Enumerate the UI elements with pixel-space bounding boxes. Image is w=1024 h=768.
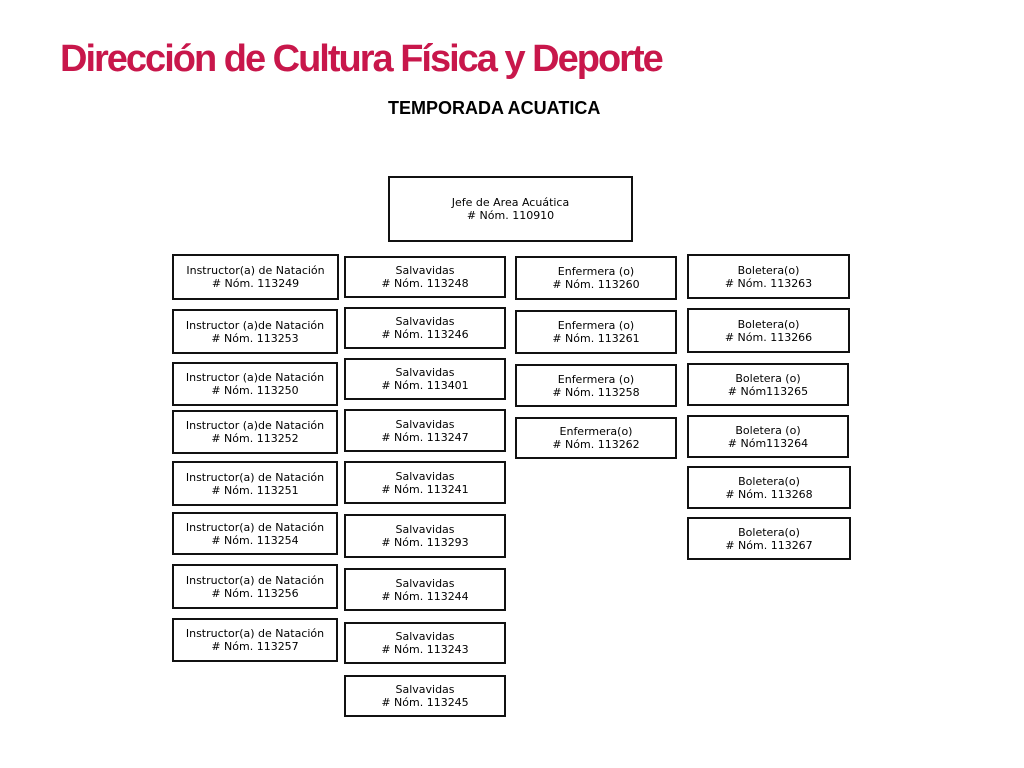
org-box-instructor	[172, 309, 338, 354]
org-box-role: Jefe de Area Acuática	[451, 196, 570, 209]
org-box-number: # Nóm. 113245	[381, 696, 469, 709]
org-box-instructor	[172, 512, 338, 555]
org-box-role: Instructor(a) de Natación	[186, 264, 325, 277]
org-box-role: Instructor (a)de Natación	[185, 419, 325, 432]
org-box-number: # Nóm. 113401	[381, 379, 469, 392]
org-box-number: # Nóm. 113266	[724, 330, 813, 344]
org-box-instructor	[172, 254, 339, 300]
org-box-number: # Nóm. 113254	[211, 533, 299, 547]
org-box-instructor	[172, 618, 338, 662]
org-box-role: Enfermera(o)	[559, 425, 633, 438]
org-box-number: # Nóm. 113256	[211, 586, 299, 600]
org-box-instructor	[172, 410, 338, 454]
org-box-role: Enfermera (o)	[557, 265, 635, 278]
org-box-boletera	[687, 308, 850, 353]
org-box-role: Salvavidas	[395, 366, 455, 379]
org-box-salvavidas	[344, 622, 506, 664]
org-box-boletera	[687, 517, 851, 560]
org-box-boletera	[687, 415, 849, 458]
org-box-number: # Nóm. 113249	[211, 277, 300, 290]
org-box-enfermera	[515, 417, 677, 459]
org-box-role: Instructor (a)de Natación	[185, 318, 325, 332]
org-box-instructor	[172, 564, 338, 609]
org-box-role: Enfermera (o)	[557, 372, 635, 386]
org-box-number: # Nóm. 110910	[466, 209, 555, 222]
org-box-role: Boletera (o)	[735, 371, 801, 385]
org-box-salvavidas	[344, 307, 506, 349]
org-box-number: # Nóm. 113260	[552, 278, 640, 291]
org-box-number: # Nóm. 113252	[211, 432, 299, 445]
org-box-head	[388, 176, 633, 242]
org-box-salvavidas	[344, 675, 506, 717]
org-box-enfermera	[515, 256, 677, 300]
org-box-instructor	[172, 461, 338, 506]
org-box-boletera	[687, 254, 850, 299]
org-box-number: # Nóm. 113241	[381, 482, 469, 496]
page-title: Dirección de Cultura Física y Deporte	[60, 38, 662, 80]
org-box-salvavidas	[344, 461, 506, 504]
org-box-number: # Nóm113265	[727, 384, 809, 398]
org-box-number: # Nóm113264	[727, 436, 809, 450]
org-box-role: Boletera(o)	[738, 474, 800, 488]
org-box-enfermera	[515, 310, 677, 354]
org-box-number: # Nóm. 113243	[381, 643, 469, 656]
org-box-role: Instructor(a) de Natación	[185, 470, 325, 484]
org-box-role: Salvavidas	[395, 469, 455, 483]
org-box-instructor	[172, 362, 338, 406]
org-box-salvavidas	[344, 514, 506, 558]
org-box-number: # Nóm. 113268	[725, 487, 813, 501]
org-box-role: Boletera(o)	[737, 317, 800, 331]
org-box-number: # Nóm. 113261	[552, 332, 640, 345]
org-box-salvavidas	[344, 256, 506, 298]
org-box-number: # Nóm. 113263	[724, 276, 813, 290]
org-box-boletera	[687, 363, 849, 406]
org-box-role: Salvavidas	[395, 683, 455, 696]
org-box-number: # Nóm. 113248	[381, 277, 469, 290]
org-box-number: # Nóm. 113246	[381, 328, 469, 341]
org-box-boletera	[687, 466, 851, 509]
org-box-salvavidas	[344, 568, 506, 611]
org-box-role: Instructor(a) de Natación	[185, 627, 325, 640]
org-box-number: # Nóm. 113258	[552, 385, 640, 399]
org-box-role: Salvavidas	[395, 576, 455, 590]
org-box-role: Instructor (a)de Natación	[185, 371, 325, 384]
org-box-role: Salvavidas	[395, 630, 455, 643]
org-box-number: # Nóm. 113253	[211, 331, 299, 345]
org-box-role: Salvavidas	[395, 523, 455, 536]
org-box-role: Boletera(o)	[738, 525, 800, 539]
org-box-number: # Nóm. 113257	[211, 640, 299, 653]
org-box-number: # Nóm. 113250	[211, 384, 299, 397]
org-box-salvavidas	[344, 409, 506, 452]
org-box-role: Salvavidas	[395, 417, 455, 431]
org-box-number: # Nóm. 113262	[552, 438, 640, 451]
org-box-role: Salvavidas	[395, 315, 455, 328]
org-box-number: # Nóm. 113267	[725, 538, 813, 552]
org-box-role: Instructor(a) de Natación	[185, 573, 325, 587]
page-subtitle: TEMPORADA ACUATICA	[388, 98, 601, 118]
org-box-number: # Nóm. 113293	[381, 536, 469, 549]
org-box-salvavidas	[344, 358, 506, 400]
org-box-role: Salvavidas	[395, 264, 455, 277]
org-box-role: Instructor(a) de Natación	[185, 520, 325, 534]
org-box-enfermera	[515, 364, 677, 407]
org-box-role: Boletera (o)	[735, 423, 801, 437]
org-box-number: # Nóm. 113247	[381, 430, 469, 444]
org-box-role: Enfermera (o)	[557, 319, 635, 332]
org-box-role: Boletera(o)	[737, 263, 800, 277]
org-box-number: # Nóm. 113251	[211, 483, 299, 497]
org-box-number: # Nóm. 113244	[381, 589, 469, 603]
